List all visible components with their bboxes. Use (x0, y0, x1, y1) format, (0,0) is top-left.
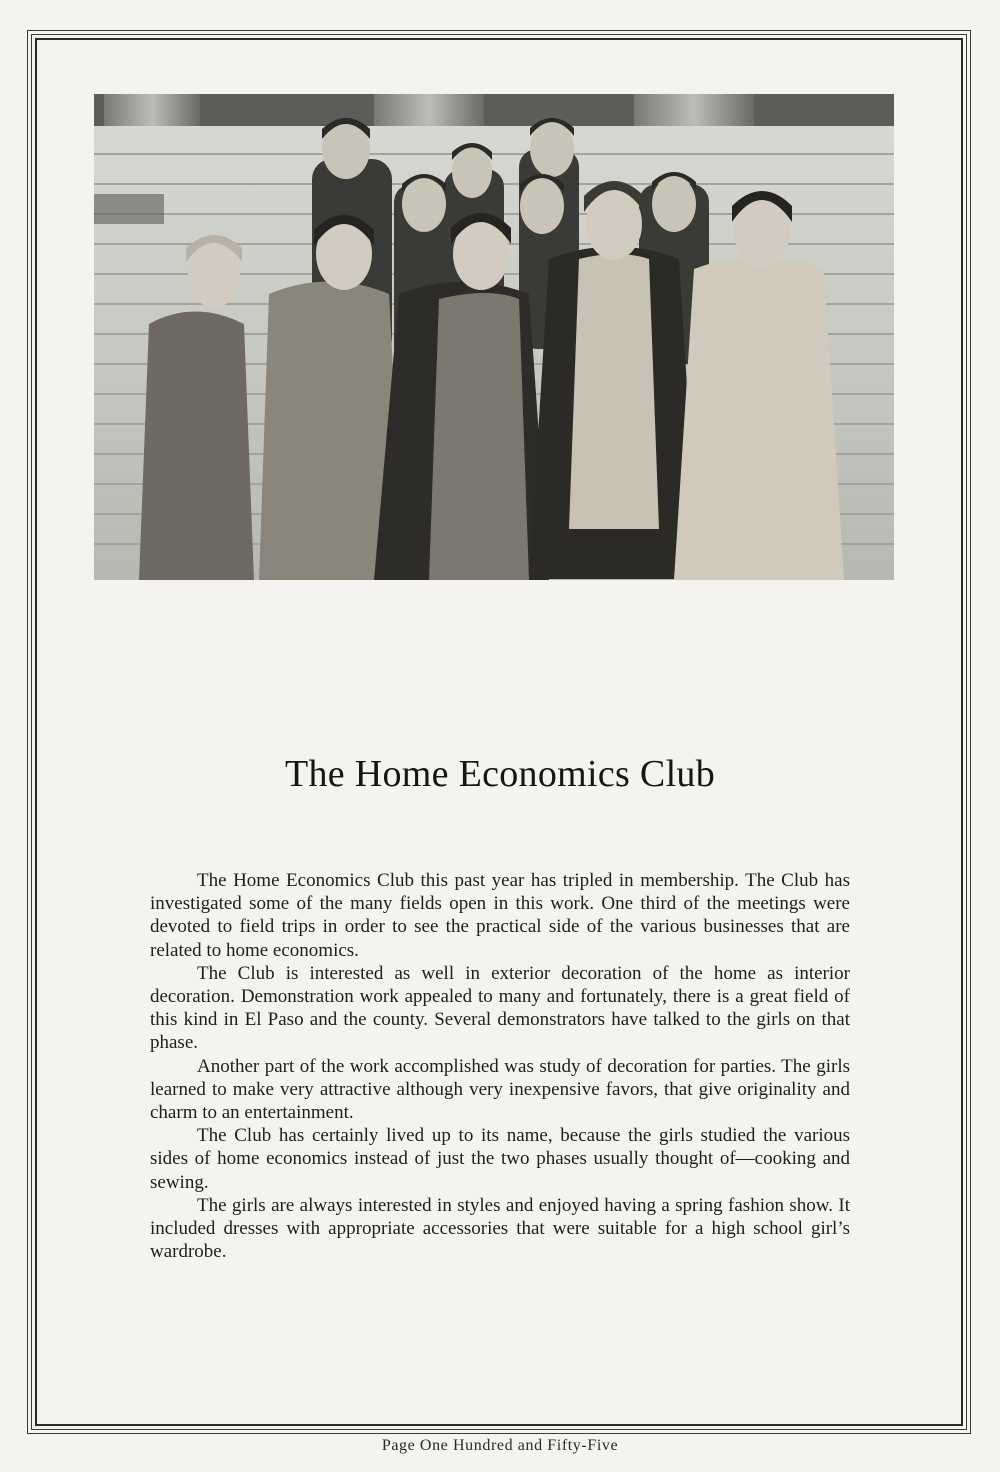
group-photograph (94, 94, 894, 580)
paragraph: Another part of the work accomplished was study of decoration for parties. The girls learned to make very attractive although very inexpensive favors, that give originality and charm to an entertainment. (150, 1055, 850, 1124)
paragraph: The girls are always interested in styles and enjoyed having a spring fashion show. It included dresses with appropriate accessories that were suitable for a high school girl’s wardrobe. (150, 1194, 850, 1263)
paragraph: The Home Economics Club this past year has tripled in membership. The Club has investigated some of the many fields open in this work. One third of the meetings were devoted to field trips in order to see the practical side of the various businesses that are related to home economics. (150, 870, 850, 961)
article-title: The Home Economics Club (284, 753, 716, 795)
paragraph: The Club is interested as well in exterior decoration of the home as interior decoration. Demonstration work appealed to many and fortunately, there is a great field of this kind in El Paso and the county. Several demonstrators have talked to the girls on that phase. (150, 962, 850, 1054)
page-number: Page One Hundred and Fifty-Five (381, 1437, 619, 1454)
paragraph: The Club has certainly lived up to its name, because the girls studied the various sides of home economics instead of just the two phases usually thought of—cooking and sewing. (150, 1125, 850, 1193)
article-body (150, 869, 850, 1263)
